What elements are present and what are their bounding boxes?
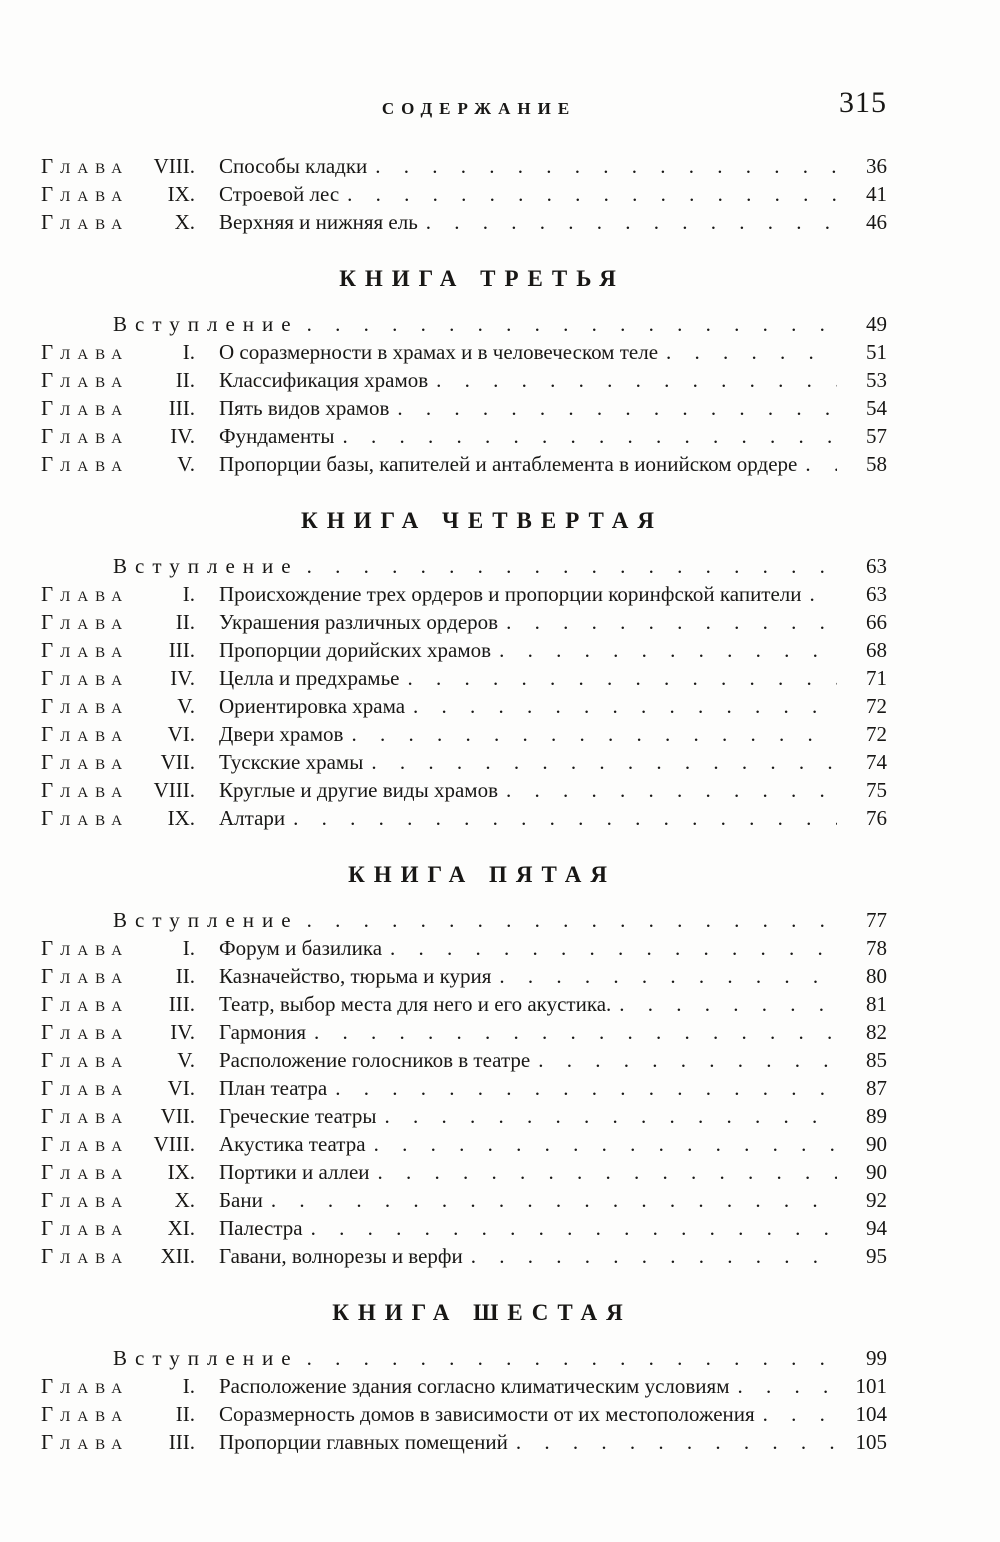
toc-entry-intro bbox=[0, 552, 1000, 580]
entry-title: Тускские храмы bbox=[219, 750, 364, 774]
toc-entry bbox=[0, 692, 1000, 720]
dot-leader bbox=[293, 804, 837, 832]
toc-entry bbox=[0, 1018, 1000, 1046]
toc-entry bbox=[0, 366, 1000, 394]
chapter-label: Глава bbox=[41, 1020, 130, 1044]
entry-page-number: 101 bbox=[855, 1374, 887, 1398]
entry-page-number: 80 bbox=[866, 964, 887, 988]
toc-entry bbox=[0, 580, 1000, 608]
entry-title: Верхняя и нижняя ель bbox=[219, 210, 418, 234]
entry-page-number: 94 bbox=[866, 1216, 887, 1240]
chapter-label: Глава bbox=[41, 424, 130, 448]
dot-leader bbox=[538, 1046, 837, 1074]
entry-title: Вступление bbox=[113, 908, 299, 932]
chapter-label: Глава bbox=[41, 154, 130, 178]
chapter-label: Глава bbox=[41, 582, 130, 606]
chapter-numeral: XI. bbox=[167, 1216, 195, 1240]
chapter-label: Глава bbox=[41, 1104, 130, 1128]
entry-title: Происхождение трех ордеров и пропорции коринфской капители bbox=[219, 582, 802, 606]
chapter-numeral: I. bbox=[182, 340, 195, 364]
chapter-numeral: II. bbox=[175, 1402, 195, 1426]
entry-page-number: 105 bbox=[855, 1430, 887, 1454]
chapter-numeral: III. bbox=[168, 1430, 195, 1454]
chapter-numeral: XII. bbox=[160, 1244, 195, 1268]
entry-title: Портики и аллеи bbox=[219, 1160, 370, 1184]
chapter-label: Глава bbox=[41, 778, 130, 802]
entry-title: Греческие театры bbox=[219, 1104, 377, 1128]
entry-title: Форум и базилика bbox=[219, 936, 383, 960]
chapter-numeral: VII. bbox=[160, 1104, 195, 1128]
entry-title: Фундаменты bbox=[219, 424, 335, 448]
dot-leader bbox=[307, 906, 837, 934]
toc-entry bbox=[0, 1400, 1000, 1428]
chapter-numeral: III. bbox=[168, 992, 195, 1016]
dot-leader bbox=[335, 1074, 837, 1102]
chapter-numeral: X. bbox=[174, 210, 195, 234]
toc-entry bbox=[0, 394, 1000, 422]
chapter-numeral: IX. bbox=[167, 806, 195, 830]
entry-page-number: 36 bbox=[866, 154, 887, 178]
dot-leader bbox=[342, 422, 837, 450]
chapter-label: Глава bbox=[41, 1244, 130, 1268]
chapter-label: Глава bbox=[41, 210, 130, 234]
toc-entry-intro bbox=[0, 310, 1000, 338]
entry-title: Способы кладки bbox=[219, 154, 368, 178]
entry-title: Пропорции главных помещений bbox=[219, 1430, 508, 1454]
toc-entry bbox=[0, 962, 1000, 990]
chapter-label: Глава bbox=[41, 964, 130, 988]
entry-title: Казначейство, тюрьма и курия bbox=[219, 964, 492, 988]
entry-page-number: 89 bbox=[866, 1104, 887, 1128]
chapter-label: Глава bbox=[41, 452, 130, 476]
running-title: СОДЕРЖАНИЕ bbox=[381, 99, 577, 118]
chapter-numeral: III. bbox=[168, 638, 195, 662]
chapter-label: Глава bbox=[41, 1402, 130, 1426]
entry-title: Бани bbox=[219, 1188, 263, 1212]
chapter-numeral: VI. bbox=[167, 722, 195, 746]
toc-entry bbox=[0, 180, 1000, 208]
entry-page-number: 72 bbox=[866, 694, 887, 718]
entry-page-number: 68 bbox=[866, 638, 887, 662]
dot-leader bbox=[374, 1130, 837, 1158]
entry-page-number: 49 bbox=[866, 312, 887, 336]
entry-page-number: 92 bbox=[866, 1188, 887, 1212]
dot-leader bbox=[375, 152, 837, 180]
dot-leader bbox=[413, 692, 837, 720]
entry-title: Вступление bbox=[113, 312, 299, 336]
dot-leader bbox=[436, 366, 837, 394]
chapter-label: Глава bbox=[41, 1160, 130, 1184]
dot-leader bbox=[619, 990, 837, 1018]
dot-leader bbox=[378, 1158, 837, 1186]
chapter-numeral: VIII. bbox=[153, 778, 195, 802]
chapter-label: Глава bbox=[41, 182, 130, 206]
toc-entry bbox=[0, 1214, 1000, 1242]
entry-page-number: 77 bbox=[866, 908, 887, 932]
chapter-numeral: IV. bbox=[170, 666, 195, 690]
toc-entry bbox=[0, 720, 1000, 748]
entry-title: Гармония bbox=[219, 1020, 307, 1044]
entry-page-number: 54 bbox=[866, 396, 887, 420]
dot-leader bbox=[307, 1344, 837, 1372]
entry-title: Вступление bbox=[113, 554, 299, 578]
entry-page-number: 90 bbox=[866, 1132, 887, 1156]
entry-page-number: 78 bbox=[866, 936, 887, 960]
chapter-label: Глава bbox=[41, 340, 130, 364]
chapter-label: Глава bbox=[41, 936, 130, 960]
dot-leader bbox=[471, 1242, 837, 1270]
chapter-label: Глава bbox=[41, 666, 130, 690]
dot-leader bbox=[506, 608, 837, 636]
entry-title: Расположение здания согласно климатическим условиям bbox=[219, 1374, 730, 1398]
toc-entry bbox=[0, 152, 1000, 180]
chapter-label: Глава bbox=[41, 1188, 130, 1212]
dot-leader bbox=[384, 1102, 837, 1130]
entry-page-number: 58 bbox=[866, 452, 887, 476]
entry-page-number: 74 bbox=[866, 750, 887, 774]
entry-title: О соразмерности в храмах и в человеческом теле bbox=[219, 340, 659, 364]
toc-entry bbox=[0, 776, 1000, 804]
toc-entry bbox=[0, 636, 1000, 664]
entry-title: Акустика театра bbox=[219, 1132, 366, 1156]
chapter-numeral: I. bbox=[182, 1374, 195, 1398]
entry-title: Палестра bbox=[219, 1216, 303, 1240]
entry-page-number: 76 bbox=[866, 806, 887, 830]
toc-entry bbox=[0, 422, 1000, 450]
toc-entry bbox=[0, 450, 1000, 478]
toc-entry bbox=[0, 664, 1000, 692]
chapter-label: Глава bbox=[41, 368, 130, 392]
toc-entry bbox=[0, 338, 1000, 366]
toc-entry bbox=[0, 1186, 1000, 1214]
entry-page-number: 46 bbox=[866, 210, 887, 234]
entry-page-number: 90 bbox=[866, 1160, 887, 1184]
dot-leader bbox=[426, 208, 837, 236]
chapter-numeral: VIII. bbox=[153, 1132, 195, 1156]
chapter-label: Глава bbox=[41, 1076, 130, 1100]
entry-page-number: 71 bbox=[866, 666, 887, 690]
entry-page-number: 85 bbox=[866, 1048, 887, 1072]
toc-entry bbox=[0, 1046, 1000, 1074]
toc-entry bbox=[0, 1074, 1000, 1102]
dot-leader bbox=[397, 394, 837, 422]
entry-title: Алтари bbox=[219, 806, 286, 830]
chapter-label: Глава bbox=[41, 694, 130, 718]
chapter-label: Глава bbox=[41, 806, 130, 830]
chapter-label: Глава bbox=[41, 1216, 130, 1240]
dot-leader bbox=[805, 450, 837, 478]
chapter-numeral: IX. bbox=[167, 1160, 195, 1184]
book-heading: КНИГА ЧЕТВЕРТАЯ bbox=[301, 508, 663, 533]
entry-title: Пропорции дорийских храмов bbox=[219, 638, 492, 662]
chapter-label: Глава bbox=[41, 1374, 130, 1398]
chapter-numeral: II. bbox=[175, 610, 195, 634]
chapter-numeral: VII. bbox=[160, 750, 195, 774]
entry-page-number: 51 bbox=[866, 340, 887, 364]
dot-leader bbox=[307, 310, 837, 338]
chapter-numeral: II. bbox=[175, 964, 195, 988]
dot-leader bbox=[347, 180, 837, 208]
dot-leader bbox=[499, 636, 837, 664]
entry-title: Вступление bbox=[113, 1346, 299, 1370]
book-heading: КНИГА ТРЕТЬЯ bbox=[339, 266, 625, 291]
entry-page-number: 57 bbox=[866, 424, 887, 448]
dot-leader bbox=[666, 338, 837, 366]
chapter-label: Глава bbox=[41, 1048, 130, 1072]
dot-leader bbox=[407, 664, 837, 692]
entry-title: Целла и предхрамье bbox=[219, 666, 400, 690]
toc-entry bbox=[0, 934, 1000, 962]
entry-page-number: 81 bbox=[866, 992, 887, 1016]
book-heading: КНИГА ШЕСТАЯ bbox=[332, 1300, 632, 1325]
entry-title: Украшения различных ордеров bbox=[219, 610, 499, 634]
entry-page-number: 87 bbox=[866, 1076, 887, 1100]
folio-page-number: 315 bbox=[839, 86, 887, 119]
chapter-numeral: II. bbox=[175, 368, 195, 392]
toc-entry bbox=[0, 1242, 1000, 1270]
entry-title: Пять видов храмов bbox=[219, 396, 390, 420]
dot-leader bbox=[314, 1018, 837, 1046]
chapter-numeral: V. bbox=[177, 694, 195, 718]
entry-title: Строевой лес bbox=[219, 182, 340, 206]
entry-page-number: 75 bbox=[866, 778, 887, 802]
page-header bbox=[0, 0, 1000, 152]
dot-leader bbox=[307, 552, 837, 580]
chapter-label: Глава bbox=[41, 610, 130, 634]
entry-page-number: 104 bbox=[855, 1402, 887, 1426]
toc-entry bbox=[0, 1102, 1000, 1130]
chapter-label: Глава bbox=[41, 750, 130, 774]
dot-leader bbox=[371, 748, 837, 776]
dot-leader bbox=[763, 1400, 837, 1428]
dot-leader bbox=[351, 720, 837, 748]
toc-entry bbox=[0, 1130, 1000, 1158]
entry-page-number: 53 bbox=[866, 368, 887, 392]
entry-title: Ориентировка храма bbox=[219, 694, 406, 718]
entry-page-number: 66 bbox=[866, 610, 887, 634]
entry-page-number: 99 bbox=[866, 1346, 887, 1370]
chapter-numeral: VIII. bbox=[153, 154, 195, 178]
toc-entry bbox=[0, 208, 1000, 236]
dot-leader bbox=[506, 776, 837, 804]
dot-leader bbox=[390, 934, 837, 962]
chapter-numeral: V. bbox=[177, 1048, 195, 1072]
dot-leader bbox=[499, 962, 837, 990]
toc-entry bbox=[0, 1158, 1000, 1186]
chapter-label: Глава bbox=[41, 992, 130, 1016]
chapter-label: Глава bbox=[41, 722, 130, 746]
chapter-numeral: I. bbox=[182, 936, 195, 960]
entry-title: Двери храмов bbox=[219, 722, 344, 746]
entry-title: Гавани, волнорезы и верфи bbox=[219, 1244, 463, 1268]
table-of-contents bbox=[0, 152, 1000, 1456]
dot-leader bbox=[516, 1428, 837, 1456]
entry-page-number: 63 bbox=[866, 582, 887, 606]
chapter-label: Глава bbox=[41, 638, 130, 662]
entry-title: План театра bbox=[219, 1076, 328, 1100]
book-heading: КНИГА ПЯТАЯ bbox=[348, 862, 616, 887]
chapter-label: Глава bbox=[41, 1132, 130, 1156]
toc-entry bbox=[0, 804, 1000, 832]
chapter-numeral: IX. bbox=[167, 182, 195, 206]
toc-entry bbox=[0, 1428, 1000, 1456]
chapter-numeral: IV. bbox=[170, 424, 195, 448]
entry-page-number: 82 bbox=[866, 1020, 887, 1044]
entry-title: Театр, выбор места для него и его акустика. bbox=[219, 992, 612, 1016]
chapter-numeral: IV. bbox=[170, 1020, 195, 1044]
toc-entry-intro bbox=[0, 906, 1000, 934]
chapter-numeral: III. bbox=[168, 396, 195, 420]
dot-leader bbox=[271, 1186, 837, 1214]
chapter-numeral: X. bbox=[174, 1188, 195, 1212]
entry-title: Соразмерность домов в зависимости от их местоположения bbox=[219, 1402, 755, 1426]
toc-entry bbox=[0, 608, 1000, 636]
chapter-numeral: V. bbox=[177, 452, 195, 476]
entry-title: Пропорции базы, капителей и антаблемента в ионийском ордере bbox=[219, 452, 798, 476]
chapter-label: Глава bbox=[41, 1430, 130, 1454]
entry-title: Расположение голосников в театре bbox=[219, 1048, 531, 1072]
chapter-label: Глава bbox=[41, 396, 130, 420]
entry-page-number: 63 bbox=[866, 554, 887, 578]
entry-title: Классификация храмов bbox=[219, 368, 429, 392]
entry-page-number: 95 bbox=[866, 1244, 887, 1268]
entry-page-number: 41 bbox=[866, 182, 887, 206]
chapter-numeral: VI. bbox=[167, 1076, 195, 1100]
dot-leader bbox=[311, 1214, 837, 1242]
dot-leader bbox=[810, 580, 837, 608]
chapter-numeral: I. bbox=[182, 582, 195, 606]
toc-entry bbox=[0, 1372, 1000, 1400]
entry-title: Круглые и другие виды храмов bbox=[219, 778, 498, 802]
dot-leader bbox=[738, 1372, 838, 1400]
toc-entry bbox=[0, 990, 1000, 1018]
entry-page-number: 72 bbox=[866, 722, 887, 746]
toc-entry bbox=[0, 748, 1000, 776]
toc-entry-intro bbox=[0, 1344, 1000, 1372]
